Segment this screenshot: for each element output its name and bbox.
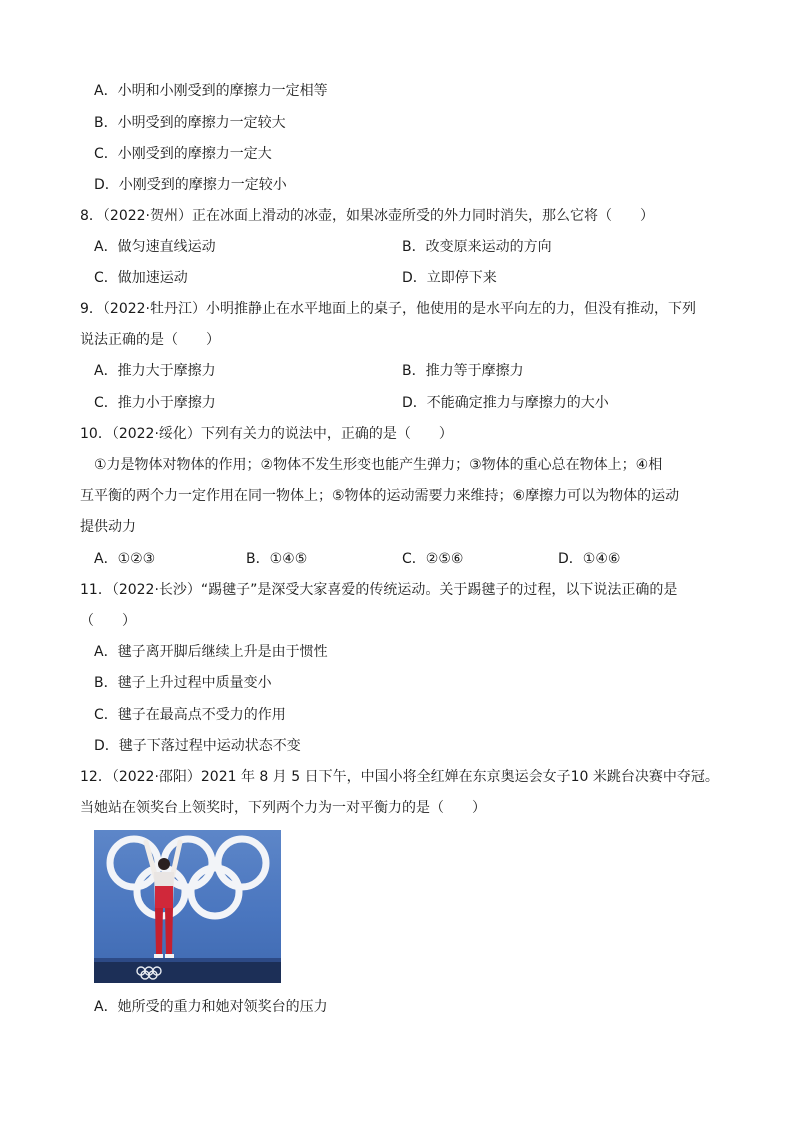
q10-stem: 10．（2022·绥化）下列有关力的说法中，正确的是（ ） [80,426,453,442]
q8-stem: 8．（2022·贺州）正在冰面上滑动的冰壶，如果冰壶所受的外力同时消失，那么它将（ ） [80,208,654,224]
q11-option-a: A．毽子离开脚后继续上升是由于惯性 [94,644,328,660]
q7-option-a: A．小明和小刚受到的摩擦力一定相等 [94,83,328,99]
olympic-rings [110,839,266,916]
q9-stem-line1: 9．（2022·牡丹江）小明推静止在水平地面上的桌子，他使用的是水平向左的力，但没有推动，下列 [80,301,696,317]
q7-option-c: C．小刚受到的摩擦力一定大 [94,146,272,162]
q8-option-d: D．立即停下来 [402,270,497,286]
podium-photo [94,830,281,983]
q7-option-d: D．小刚受到的摩擦力一定较小 [94,177,287,193]
ring-3 [218,839,266,887]
q10-option-d: D．①④⑥ [558,551,621,567]
q11-stem-line2: （ ） [80,613,136,629]
q7-option-b: B．小明受到的摩擦力一定较大 [94,115,286,131]
q11-option-d: D．毽子下落过程中运动状态不变 [94,738,301,754]
q11-option-c: C．毽子在最高点不受力的作用 [94,707,286,723]
q8-option-c: C．做加速运动 [94,270,188,286]
q8-option-b: B．改变原来运动的方向 [402,239,552,255]
q9-option-b: B．推力等于摩擦力 [402,363,524,379]
athlete-figure [146,842,180,958]
q12-stem-line1: 12．（2022·邵阳）2021 年 8 月 5 日下午，中国小将全红婵在东京奥运会女子10 米跳台决赛中夺冠。 [80,769,719,785]
q10-body-line1: ①力是物体对物体的作用；②物体不发生形变也能产生弹力；③物体的重心总在物体上；④相 [94,457,663,473]
q9-stem-line2: 说法正确的是（ ） [80,332,220,348]
ring-5 [191,868,239,916]
q10-option-c: C．②⑤⑥ [402,551,464,567]
q9-option-c: C．推力小于摩擦力 [94,395,216,411]
q9-option-d: D．不能确定推力与摩擦力的大小 [402,395,609,411]
q9-option-a: A．推力大于摩擦力 [94,363,216,379]
q12-option-a: A．她所受的重力和她对领奖台的压力 [94,999,328,1015]
q11-option-b: B．毽子上升过程中质量变小 [94,675,272,691]
q10-body-line2: 互平衡的两个力一定作用在同一物体上；⑤物体的运动需要力来维持；⑥摩擦力可以为物体的运动 [80,488,680,504]
q10-option-a: A．①②③ [94,551,156,567]
olympic-rings-illustration [94,830,281,983]
q10-option-b: B．①④⑤ [246,551,308,567]
q8-option-a: A．做匀速直线运动 [94,239,216,255]
q11-stem-line1: 11．（2022·长沙）“踢毽子”是深受大家喜爱的传统运动。关于踢毽子的过程，以下说法正确的是 [80,582,678,598]
q10-body-line3: 提供动力 [80,519,136,535]
q12-stem-line2: 当她站在领奖台上领奖时，下列两个力为一对平衡力的是（ ） [80,800,486,816]
